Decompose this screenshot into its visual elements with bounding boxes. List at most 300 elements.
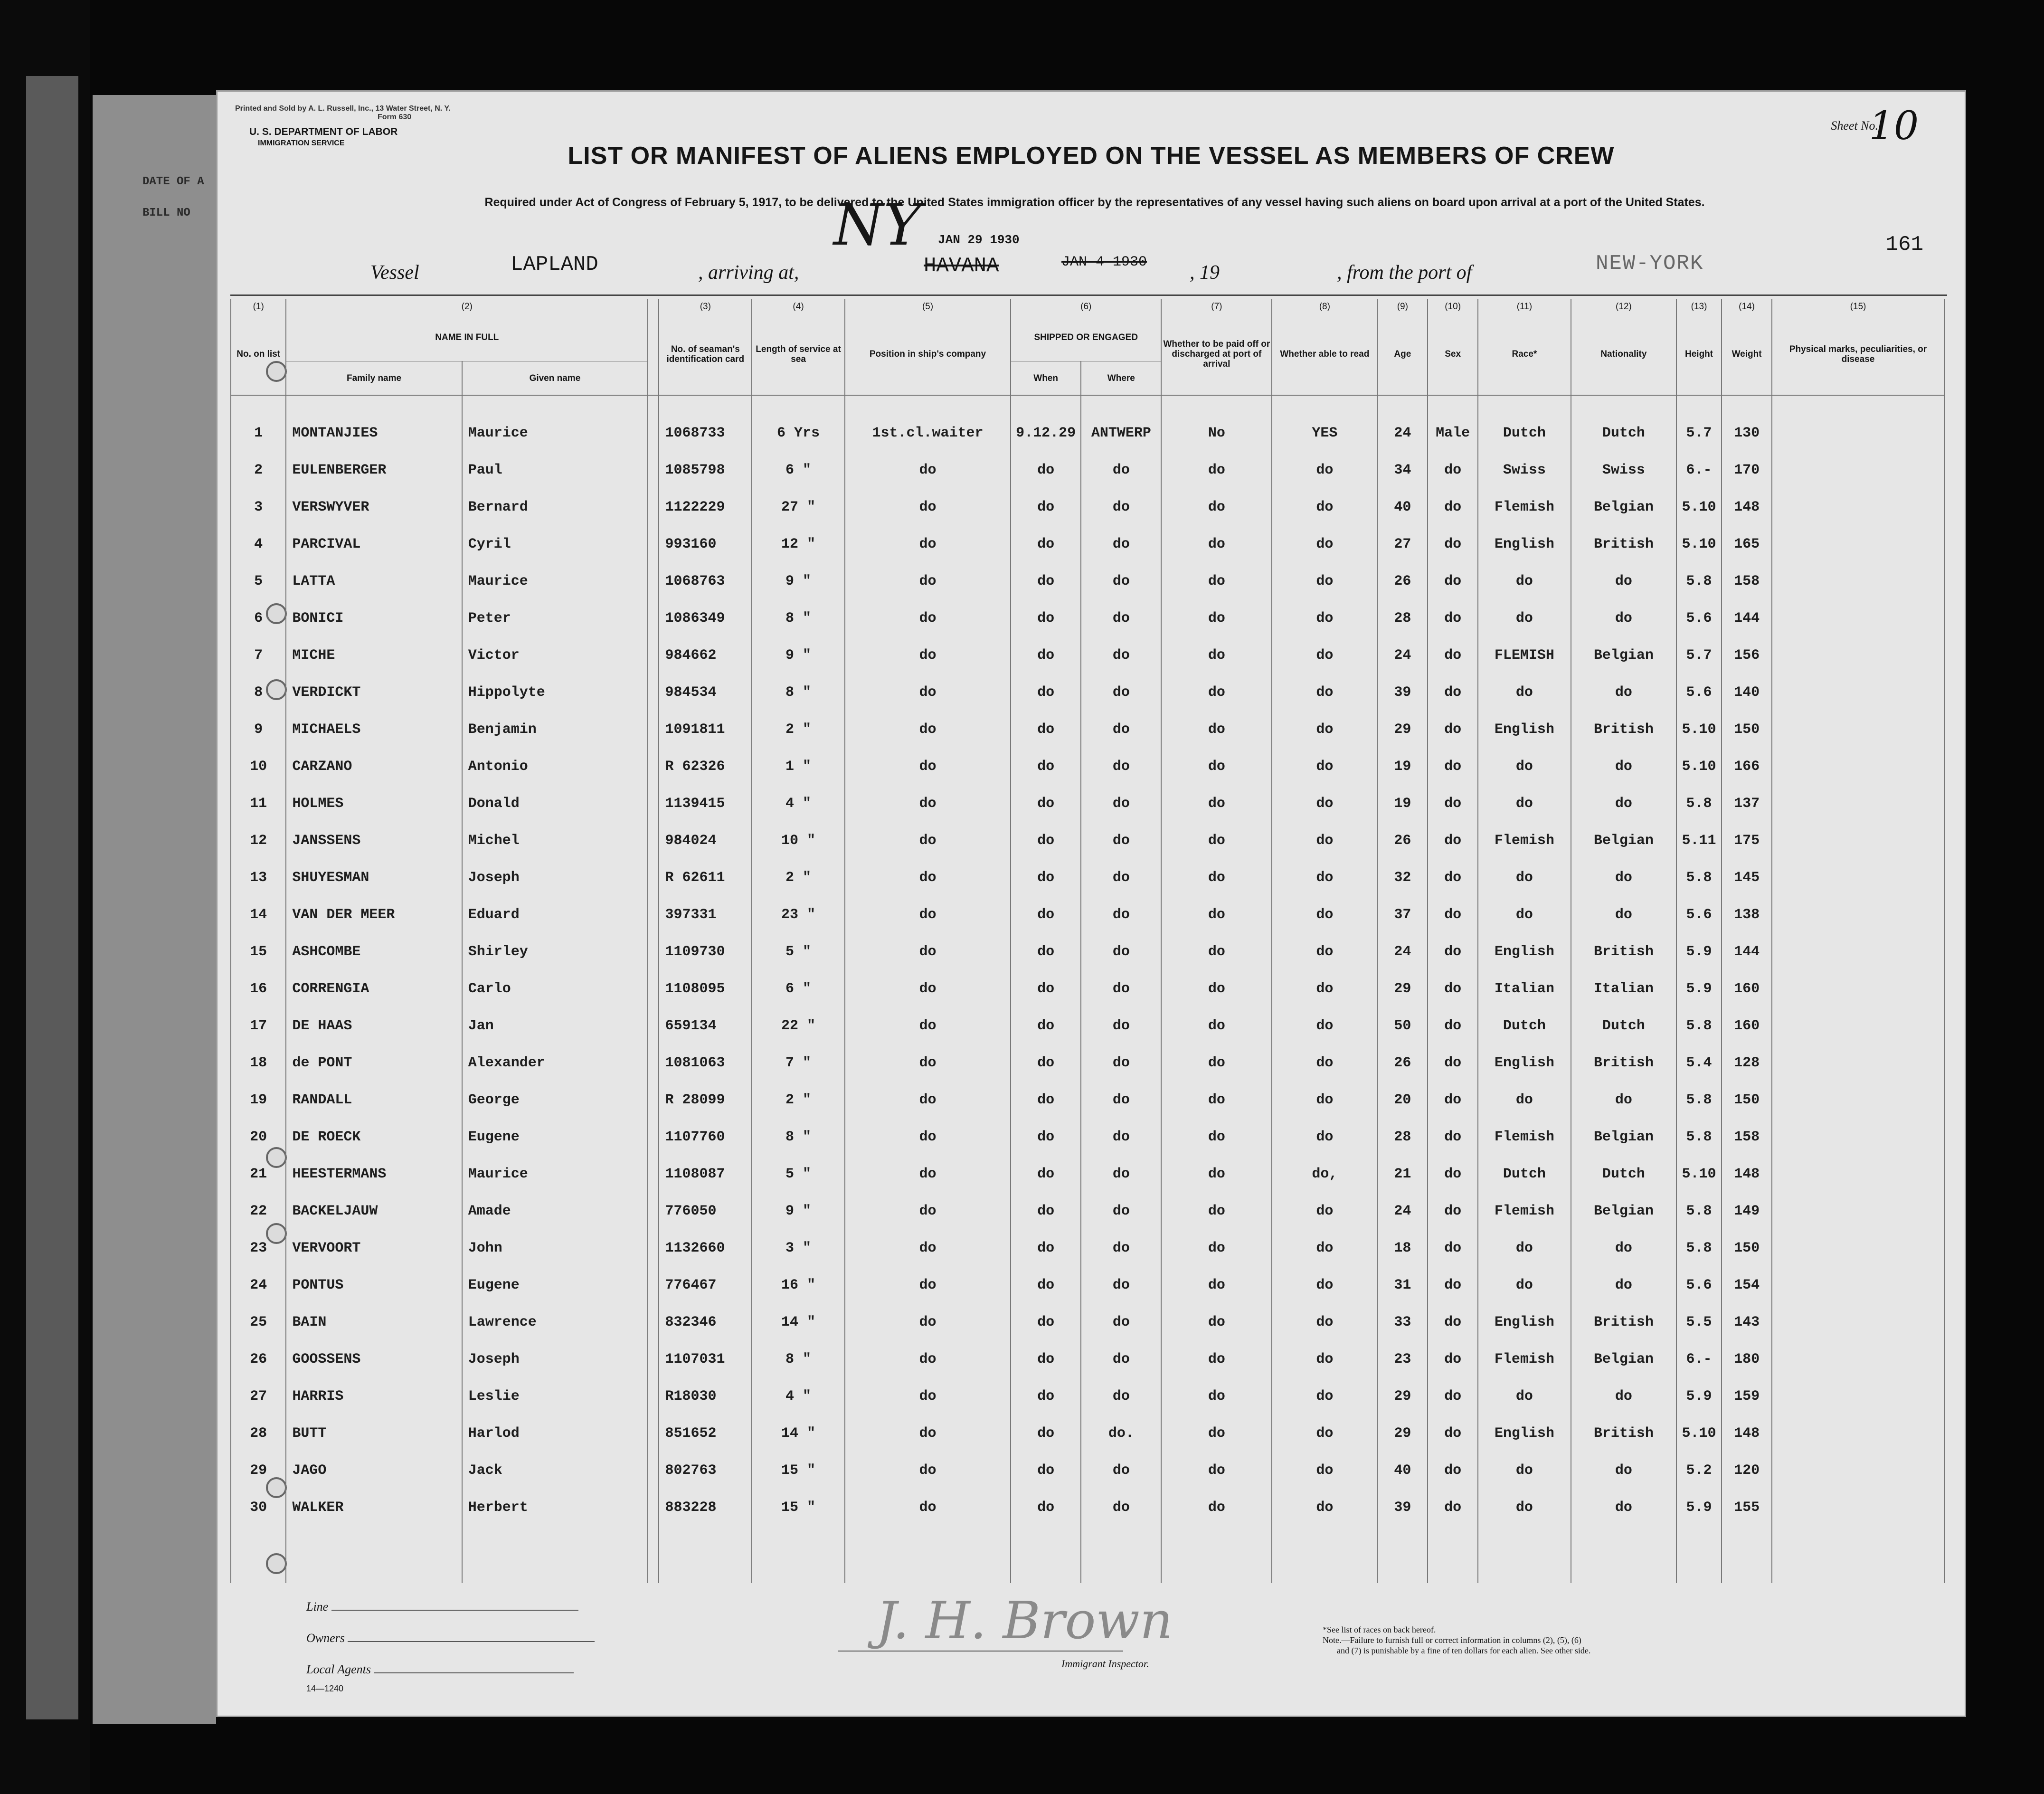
crew-row (231, 1230, 1944, 1267)
header-age: Age (1377, 313, 1428, 395)
paid-off: do (1161, 896, 1272, 933)
ship-position: do (845, 1156, 1011, 1193)
shipped-when: do (1011, 674, 1081, 711)
crew-row (231, 1489, 1944, 1526)
physical-marks (1772, 1082, 1944, 1119)
check-mark (648, 970, 659, 1007)
vessel-name: LAPLAND (511, 253, 598, 276)
blank-row (231, 1526, 1944, 1583)
ship-position: do (845, 785, 1011, 822)
sheet-number-label: Sheet No. (1831, 119, 1878, 133)
check-mark (648, 674, 659, 711)
sex: do (1428, 1230, 1478, 1267)
service-length: 8 " (752, 1341, 845, 1378)
check-mark (648, 711, 659, 748)
age: 29 (1377, 711, 1428, 748)
shipped-when: do (1011, 637, 1081, 674)
age: 26 (1377, 1044, 1428, 1082)
shipped-when: do (1011, 1341, 1081, 1378)
check-mark (648, 1082, 659, 1119)
service-length: 15 " (752, 1489, 845, 1526)
service-length: 16 " (752, 1267, 845, 1304)
footnote-line: and (7) is punishable by a fine of ten dollars for each alien. See other side. (1337, 1646, 1591, 1655)
back-stamp-line: BILL NO (142, 207, 190, 219)
height: 5.10 (1676, 711, 1722, 748)
age: 24 (1377, 1193, 1428, 1230)
given-name: Eduard (462, 896, 648, 933)
given-name: Maurice (462, 1156, 648, 1193)
physical-marks (1772, 1156, 1944, 1193)
age: 39 (1377, 674, 1428, 711)
paid-off: do (1161, 1044, 1272, 1082)
col-num: (5) (845, 299, 1011, 313)
age: 39 (1377, 1489, 1428, 1526)
col-num: (9) (1377, 299, 1428, 313)
race: English (1478, 526, 1571, 563)
check-mark (648, 1230, 659, 1267)
sex: do (1428, 711, 1478, 748)
physical-marks (1772, 1489, 1944, 1526)
col-num: (12) (1571, 299, 1676, 313)
col-num: (2) (286, 299, 648, 313)
crew-row (231, 1452, 1944, 1489)
id-card-number: 1107760 (659, 1119, 752, 1156)
check-mark (648, 1341, 659, 1378)
given-name: George (462, 1082, 648, 1119)
weight: 150 (1722, 711, 1772, 748)
id-card-number: 776050 (659, 1193, 752, 1230)
nationality: do (1571, 1082, 1676, 1119)
header-nationality: Nationality (1571, 313, 1676, 395)
service-length: 10 " (752, 822, 845, 859)
printer-line: Printed and Sold by A. L. Russell, Inc., 13 Water Street, N. Y. (235, 104, 451, 113)
shipped-when: 9.12.29 (1011, 395, 1081, 452)
col-num: (8) (1272, 299, 1377, 313)
height: 5.9 (1676, 1489, 1722, 1526)
able-to-read: do (1272, 1082, 1377, 1119)
crew-row (231, 1156, 1944, 1193)
paid-off: do (1161, 1230, 1272, 1267)
sex: do (1428, 1044, 1478, 1082)
header-id-card: No. of seaman's identification card (659, 313, 752, 395)
id-card-number: 993160 (659, 526, 752, 563)
family-name: DE HAAS (286, 1007, 462, 1044)
paid-off: do (1161, 1378, 1272, 1415)
service-length: 8 " (752, 1119, 845, 1156)
age: 20 (1377, 1082, 1428, 1119)
check-mark (648, 526, 659, 563)
sex: do (1428, 637, 1478, 674)
sex: do (1428, 674, 1478, 711)
able-to-read: do (1272, 1304, 1377, 1341)
ship-position: do (845, 1044, 1011, 1082)
weight: 144 (1722, 933, 1772, 970)
physical-marks (1772, 785, 1944, 822)
id-card-number: 1139415 (659, 785, 752, 822)
race: do (1478, 1452, 1571, 1489)
footer-agents-label: Local Agents (306, 1662, 371, 1676)
family-name: HOLMES (286, 785, 462, 822)
able-to-read: do (1272, 1415, 1377, 1452)
form-subtitle: Required under Act of Congress of February 5, 1917, to be delivered to the United States immigration officer by the representatives of any vessel having such aliens on board upon arrival at a port of the United States. (484, 196, 1705, 209)
able-to-read: do (1272, 1044, 1377, 1082)
weight: 165 (1722, 526, 1772, 563)
age: 26 (1377, 563, 1428, 600)
age: 33 (1377, 1304, 1428, 1341)
sex: do (1428, 748, 1478, 785)
race: Flemish (1478, 822, 1571, 859)
physical-marks (1772, 1044, 1944, 1082)
sheet-number-value: 10 (1869, 104, 1919, 149)
shipped-when: do (1011, 748, 1081, 785)
sex: do (1428, 1489, 1478, 1526)
service-length: 9 " (752, 1193, 845, 1230)
family-name: CARZANO (286, 748, 462, 785)
physical-marks (1772, 933, 1944, 970)
paid-off: do (1161, 933, 1272, 970)
crew-row (231, 1082, 1944, 1119)
shipped-where: do (1081, 452, 1161, 489)
vessel-label: Vessel (370, 262, 419, 284)
row-number: 25 (231, 1304, 286, 1341)
nationality: Dutch (1571, 395, 1676, 452)
weight: 160 (1722, 970, 1772, 1007)
check-mark (648, 563, 659, 600)
check-mark (648, 395, 659, 452)
height: 5.4 (1676, 1044, 1722, 1082)
inspector-signature: J. H. Brown (876, 1591, 1173, 1651)
check-mark (648, 1156, 659, 1193)
race: FLEMISH (1478, 637, 1571, 674)
height: 5.2 (1676, 1452, 1722, 1489)
race: do (1478, 1230, 1571, 1267)
physical-marks (1772, 526, 1944, 563)
physical-marks (1772, 1119, 1944, 1156)
weight: 120 (1722, 1452, 1772, 1489)
nationality: do (1571, 674, 1676, 711)
header-physical-marks: Physical marks, peculiarities, or disease (1772, 313, 1944, 395)
service-length: 6 " (752, 970, 845, 1007)
shipped-where: do. (1081, 1415, 1161, 1452)
shipped-when: do (1011, 600, 1081, 637)
check-mark (648, 748, 659, 785)
id-card-number: 1108095 (659, 970, 752, 1007)
sex: do (1428, 859, 1478, 896)
able-to-read: do (1272, 1489, 1377, 1526)
sex: do (1428, 526, 1478, 563)
crew-row (231, 822, 1944, 859)
paid-off: do (1161, 1119, 1272, 1156)
row-number: 14 (231, 896, 286, 933)
service-length: 9 " (752, 563, 845, 600)
header-when: When (1011, 361, 1081, 396)
shipped-when: do (1011, 1193, 1081, 1230)
family-name: MONTANJIES (286, 395, 462, 452)
crew-row (231, 748, 1944, 785)
family-name: VERVOORT (286, 1230, 462, 1267)
able-to-read: do (1272, 711, 1377, 748)
given-name: Eugene (462, 1267, 648, 1304)
race: Flemish (1478, 489, 1571, 526)
header-height: Height (1676, 313, 1722, 395)
sex: do (1428, 1304, 1478, 1341)
able-to-read: do (1272, 674, 1377, 711)
race: do (1478, 748, 1571, 785)
family-name: de PONT (286, 1044, 462, 1082)
given-name: Benjamin (462, 711, 648, 748)
race: English (1478, 1044, 1571, 1082)
nationality: do (1571, 1489, 1676, 1526)
paid-off: do (1161, 1007, 1272, 1044)
shipped-where: do (1081, 1007, 1161, 1044)
service-length: 23 " (752, 896, 845, 933)
family-name: BACKELJAUW (286, 1193, 462, 1230)
height: 5.10 (1676, 1415, 1722, 1452)
row-number: 5 (231, 563, 286, 600)
given-name: Alexander (462, 1044, 648, 1082)
physical-marks (1772, 674, 1944, 711)
age: 29 (1377, 970, 1428, 1007)
form-title: LIST OR MANIFEST OF ALIENS EMPLOYED ON THE VESSEL AS MEMBERS OF CREW (568, 142, 1615, 170)
given-name: Cyril (462, 526, 648, 563)
id-card-number: 1132660 (659, 1230, 752, 1267)
id-card-number: 1085798 (659, 452, 752, 489)
id-card-number: 659134 (659, 1007, 752, 1044)
shipped-when: do (1011, 785, 1081, 822)
row-number: 16 (231, 970, 286, 1007)
check-mark (648, 1193, 659, 1230)
able-to-read: do (1272, 859, 1377, 896)
sex: Male (1428, 395, 1478, 452)
weight: 156 (1722, 637, 1772, 674)
paid-off: do (1161, 1489, 1272, 1526)
header-able-to-read: Whether able to read (1272, 313, 1377, 395)
printer-line: Form 630 (378, 113, 412, 121)
age: 31 (1377, 1267, 1428, 1304)
age: 29 (1377, 1415, 1428, 1452)
ship-position: do (845, 489, 1011, 526)
nationality: do (1571, 563, 1676, 600)
able-to-read: do (1272, 1230, 1377, 1267)
paid-off: do (1161, 526, 1272, 563)
service-length: 4 " (752, 785, 845, 822)
given-name: Victor (462, 637, 648, 674)
id-card-number: 1122229 (659, 489, 752, 526)
family-name: JAGO (286, 1452, 462, 1489)
row-number: 15 (231, 933, 286, 970)
shipped-when: do (1011, 1007, 1081, 1044)
height: 5.8 (1676, 1082, 1722, 1119)
sex: do (1428, 970, 1478, 1007)
shipped-when: do (1011, 1044, 1081, 1082)
shipped-where: do (1081, 637, 1161, 674)
signature-line (838, 1651, 1123, 1652)
crew-row (231, 1304, 1944, 1341)
shipped-where: do (1081, 1378, 1161, 1415)
able-to-read: do (1272, 896, 1377, 933)
sex: do (1428, 452, 1478, 489)
header-paid-off: Whether to be paid off or discharged at port of arrival (1161, 313, 1272, 395)
id-card-number: 1068763 (659, 563, 752, 600)
able-to-read: do (1272, 822, 1377, 859)
able-to-read: do (1272, 1007, 1377, 1044)
row-number: 23 (231, 1230, 286, 1267)
shipped-when: do (1011, 1082, 1081, 1119)
shipped-when: do (1011, 1304, 1081, 1341)
race: Flemish (1478, 1119, 1571, 1156)
physical-marks (1772, 600, 1944, 637)
check-mark (648, 933, 659, 970)
shipped-where: do (1081, 563, 1161, 600)
crew-row (231, 1007, 1944, 1044)
scan-border (0, 0, 90, 1794)
shipped-where: do (1081, 1119, 1161, 1156)
row-number: 20 (231, 1119, 286, 1156)
crew-row (231, 1193, 1944, 1230)
back-stamp (142, 166, 204, 229)
row-number: 4 (231, 526, 286, 563)
crew-row (231, 526, 1944, 563)
footer-fields (306, 1591, 595, 1685)
year-label: , 19 (1190, 262, 1220, 284)
row-number: 24 (231, 1267, 286, 1304)
check-mark (648, 1489, 659, 1526)
paid-off: do (1161, 1082, 1272, 1119)
physical-marks (1772, 1452, 1944, 1489)
shipped-where: do (1081, 896, 1161, 933)
physical-marks (1772, 748, 1944, 785)
race: Dutch (1478, 1156, 1571, 1193)
crew-row (231, 637, 1944, 674)
physical-marks (1772, 1415, 1944, 1452)
able-to-read: do (1272, 748, 1377, 785)
sex: do (1428, 1007, 1478, 1044)
shipped-where: ANTWERP (1081, 395, 1161, 452)
given-name: Joseph (462, 1341, 648, 1378)
paid-off: do (1161, 1341, 1272, 1378)
paid-off: do (1161, 637, 1272, 674)
paid-off: do (1161, 1267, 1272, 1304)
age: 19 (1377, 748, 1428, 785)
age: 34 (1377, 452, 1428, 489)
row-number: 19 (231, 1082, 286, 1119)
age: 50 (1377, 1007, 1428, 1044)
row-number: 11 (231, 785, 286, 822)
weight: 143 (1722, 1304, 1772, 1341)
check-mark (648, 452, 659, 489)
able-to-read: do (1272, 1452, 1377, 1489)
id-card-number: 1068733 (659, 395, 752, 452)
crew-row (231, 785, 1944, 822)
footer-owners-field (306, 1623, 595, 1654)
check-mark (648, 1415, 659, 1452)
sex: do (1428, 1267, 1478, 1304)
able-to-read: do (1272, 600, 1377, 637)
physical-marks (1772, 859, 1944, 896)
port-name: NEW-YORK (1596, 252, 1704, 275)
check-mark (648, 859, 659, 896)
height: 5.10 (1676, 489, 1722, 526)
service-length: 8 " (752, 674, 845, 711)
weight: 158 (1722, 1119, 1772, 1156)
race: do (1478, 785, 1571, 822)
ship-position: do (845, 822, 1011, 859)
family-name: CORRENGIA (286, 970, 462, 1007)
header-weight: Weight (1722, 313, 1772, 395)
family-name: WALKER (286, 1489, 462, 1526)
weight: 148 (1722, 1156, 1772, 1193)
ship-position: do (845, 1230, 1011, 1267)
nationality: do (1571, 1267, 1676, 1304)
shipped-where: do (1081, 600, 1161, 637)
service-length: 15 " (752, 1452, 845, 1489)
race: do (1478, 1082, 1571, 1119)
shipped-when: do (1011, 1415, 1081, 1452)
crew-row (231, 563, 1944, 600)
row-number: 8 (231, 674, 286, 711)
shipped-where: do (1081, 933, 1161, 970)
check-mark (648, 1119, 659, 1156)
ship-position: do (845, 748, 1011, 785)
nationality: Belgian (1571, 1341, 1676, 1378)
age: 28 (1377, 600, 1428, 637)
nationality: do (1571, 859, 1676, 896)
shipped-when: do (1011, 896, 1081, 933)
check-mark (648, 1452, 659, 1489)
shipped-where: do (1081, 748, 1161, 785)
height: 5.6 (1676, 600, 1722, 637)
paid-off: do (1161, 859, 1272, 896)
check-mark (648, 637, 659, 674)
header-sex: Sex (1428, 313, 1478, 395)
weight: 159 (1722, 1378, 1772, 1415)
given-name: Carlo (462, 970, 648, 1007)
height: 5.5 (1676, 1304, 1722, 1341)
race: do (1478, 674, 1571, 711)
check-mark (648, 896, 659, 933)
given-name: Lawrence (462, 1304, 648, 1341)
height: 5.6 (1676, 674, 1722, 711)
service-length: 9 " (752, 637, 845, 674)
row-number: 18 (231, 1044, 286, 1082)
height: 5.8 (1676, 1119, 1722, 1156)
service-length: 4 " (752, 1378, 845, 1415)
header-race: Race* (1478, 313, 1571, 395)
form-code: 14—1240 (306, 1684, 344, 1693)
shipped-where: do (1081, 1044, 1161, 1082)
row-number: 2 (231, 452, 286, 489)
able-to-read: do (1272, 526, 1377, 563)
header-length-service: Length of service at sea (752, 313, 845, 395)
physical-marks (1772, 970, 1944, 1007)
header-where: Where (1081, 361, 1161, 396)
shipped-when: do (1011, 1267, 1081, 1304)
ship-position: do (845, 711, 1011, 748)
able-to-read: do (1272, 1267, 1377, 1304)
service-length: 3 " (752, 1230, 845, 1267)
weight: 148 (1722, 489, 1772, 526)
nationality: Belgian (1571, 489, 1676, 526)
weight: 150 (1722, 1230, 1772, 1267)
paid-off: do (1161, 600, 1272, 637)
given-name: Antonio (462, 748, 648, 785)
family-name: VERSWYVER (286, 489, 462, 526)
row-number: 27 (231, 1378, 286, 1415)
nationality: British (1571, 711, 1676, 748)
height: 5.6 (1676, 896, 1722, 933)
shipped-where: do (1081, 489, 1161, 526)
crew-row (231, 1119, 1944, 1156)
